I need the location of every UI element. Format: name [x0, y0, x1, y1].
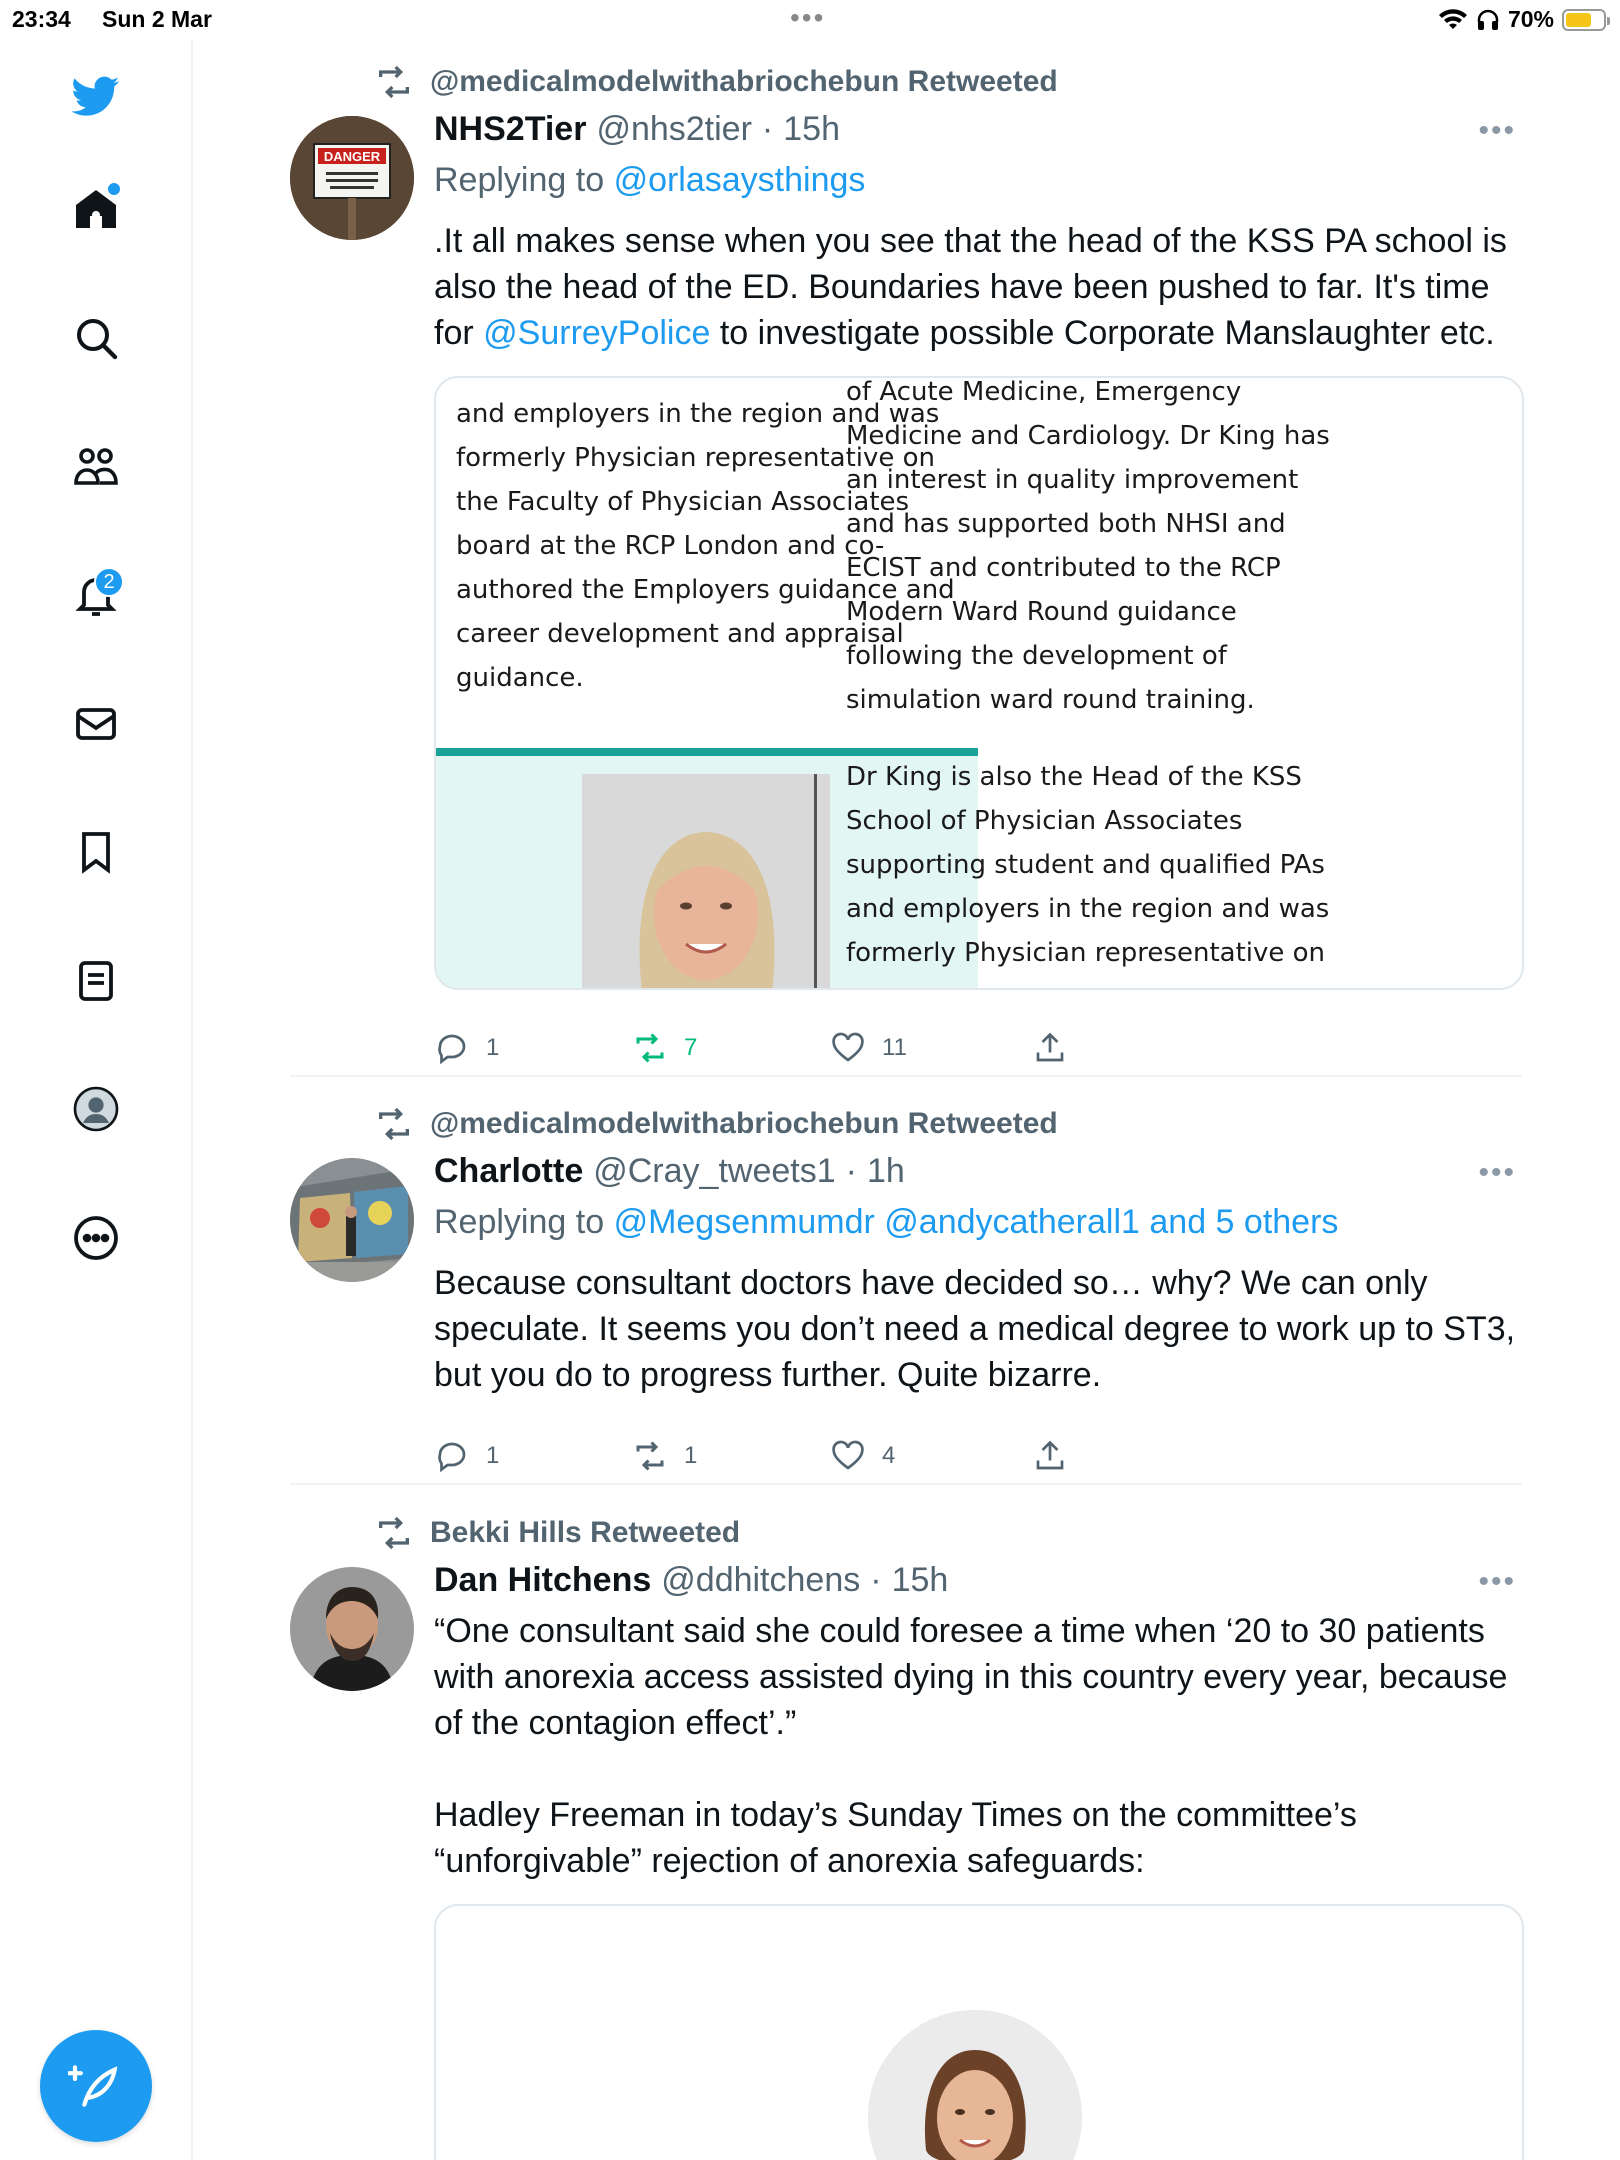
compose-tweet-button[interactable] — [40, 2030, 152, 2142]
replying-to — [434, 161, 865, 200]
tweet-text: Because consultant doctors have decided so… why? We can only speculate. It seems you don’t need a medical degree to work up to ST3, but you do to progress further. Quite bizarre. — [434, 1264, 1516, 1394]
compose-feather-icon — [68, 2058, 124, 2114]
author-photo — [868, 2010, 1082, 2160]
headphones-icon — [1476, 8, 1500, 32]
tweet-divider — [290, 1483, 1522, 1485]
replying-prefix: Replying to — [434, 1203, 605, 1241]
media-text-right — [846, 376, 1506, 975]
separator: · — [761, 110, 774, 148]
paragraph-gap — [434, 1746, 1524, 1792]
home-icon[interactable] — [66, 179, 126, 239]
tweet-text — [434, 218, 1524, 356]
notifications-icon[interactable] — [66, 565, 126, 625]
like-count: 4 — [882, 1442, 896, 1469]
sidebar — [0, 40, 193, 2160]
media-line: Dr King is also the Head of the KSS — [846, 762, 1302, 792]
display-name[interactable]: NHS2Tier — [434, 110, 587, 148]
tweet-header — [434, 1561, 948, 1600]
media-paragraph-gap — [846, 722, 1506, 755]
retweet-icon — [632, 1030, 668, 1066]
home-unread-dot — [108, 183, 120, 195]
media-line: career development and appraisal — [456, 619, 904, 649]
share-button[interactable] — [1032, 1438, 1068, 1474]
tweet-text-part: to investigate possible Corporate Manslaughter etc. — [719, 314, 1495, 352]
messages-icon[interactable] — [66, 694, 126, 754]
battery-percent: 70% — [1507, 6, 1554, 32]
reply-button[interactable] — [434, 1030, 499, 1066]
mention-link[interactable]: @SurreyPolice — [483, 314, 711, 352]
avatar[interactable] — [290, 1158, 414, 1282]
multitasking-dots-icon[interactable]: ••• — [790, 2, 826, 33]
replying-to-link[interactable]: @orlasaysthings — [613, 161, 866, 199]
retweeted-by-label: Bekki Hills Retweeted — [430, 1516, 741, 1549]
media-line: supporting student and qualified PAs — [846, 850, 1325, 880]
reply-count: 1 — [486, 1034, 500, 1061]
timestamp[interactable]: 15h — [783, 110, 840, 148]
retweet-icon — [374, 62, 414, 102]
avatar[interactable] — [290, 1567, 414, 1691]
retweeted-by-label: @medicalmodelwithabriochebun Retweeted — [430, 65, 1058, 98]
like-button[interactable] — [830, 1030, 907, 1066]
media-line: formerly Physician representative on — [456, 443, 936, 473]
profile-avatar-icon[interactable] — [66, 1079, 126, 1139]
retweet-button[interactable] — [632, 1438, 697, 1474]
reply-button[interactable] — [434, 1438, 499, 1474]
user-handle[interactable]: @Cray_tweets1 — [593, 1152, 836, 1190]
tweet-header — [434, 110, 840, 149]
search-icon[interactable] — [66, 308, 126, 368]
media-line: and employers in the region and was — [846, 894, 1330, 924]
tweet-paragraph: “One consultant said she could foresee a time when ‘20 to 30 patients with anorexia access assisted dying in this country every year, because of the contagion effect’.” — [434, 1612, 1508, 1742]
bookmarks-icon[interactable] — [66, 822, 126, 882]
heart-icon — [830, 1030, 866, 1066]
retweet-context — [374, 62, 1058, 102]
timestamp[interactable]: 1h — [866, 1152, 905, 1190]
media-line: simulation ward round training. — [846, 685, 1255, 715]
retweet-context — [374, 1104, 1058, 1144]
tweet-paragraph: Hadley Freeman in today’s Sunday Times on the committee’s “unforgivable” rejection of anorexia safeguards: — [434, 1796, 1357, 1880]
media-line: Modern Ward Round guidance — [846, 597, 1237, 627]
lists-icon[interactable] — [66, 951, 126, 1011]
reply-icon — [434, 1438, 470, 1474]
retweet-icon — [374, 1104, 414, 1144]
tweet-more-icon[interactable]: ••• — [1478, 114, 1516, 147]
heart-icon — [830, 1438, 866, 1474]
media-line: following the development of — [846, 641, 1227, 671]
tweet-media-image[interactable] — [434, 376, 1524, 990]
status-indicators — [1438, 6, 1606, 33]
media-line: the Faculty of Physician Associates — [456, 487, 910, 517]
media-line: ECIST and contributed to the RCP — [846, 553, 1281, 583]
clock: 23:34 — [12, 6, 71, 32]
retweet-count: 1 — [684, 1442, 698, 1469]
more-options-icon[interactable] — [66, 1208, 126, 1268]
user-handle[interactable]: @ddhitchens — [661, 1561, 861, 1599]
share-icon — [1032, 1030, 1068, 1066]
link-card[interactable] — [434, 1904, 1524, 2160]
separator: · — [845, 1152, 857, 1190]
share-button[interactable] — [1032, 1030, 1068, 1066]
date: Sun 2 Mar — [102, 6, 212, 32]
replying-prefix: Replying to — [434, 161, 605, 199]
tweet-text — [434, 1608, 1524, 1884]
wifi-icon — [1438, 8, 1468, 32]
twitter-logo-icon[interactable] — [66, 66, 126, 126]
media-line: Medicine and Cardiology. Dr King has — [846, 421, 1330, 451]
avatar[interactable] — [290, 116, 414, 240]
replying-to — [434, 1203, 1338, 1242]
status-bar — [0, 0, 1620, 40]
retweet-button[interactable] — [632, 1030, 697, 1066]
timestamp[interactable]: 15h — [891, 1561, 949, 1599]
communities-icon[interactable] — [66, 437, 126, 497]
media-line: board at the RCP London and co- — [456, 531, 885, 561]
portrait-photo — [582, 774, 830, 990]
tweet-header — [434, 1152, 905, 1191]
tweet-text-part: .It all makes sense when you see that the head of the KSS PA school is also the head of the ED. Boundaries have been pushed to far. It's time for — [434, 222, 1507, 352]
media-line: and employers in the region and was — [456, 399, 940, 429]
retweet-context — [374, 1513, 740, 1553]
notifications-badge: 2 — [94, 567, 124, 597]
like-button[interactable] — [830, 1438, 895, 1474]
media-line: an interest in quality improvement — [846, 465, 1299, 495]
media-line: formerly Physician representative on — [846, 938, 1326, 968]
media-line: of Acute Medicine, Emergency — [846, 377, 1242, 407]
retweet-icon — [374, 1513, 414, 1553]
like-count: 11 — [882, 1034, 907, 1061]
media-line: School of Physician Associates — [846, 806, 1243, 836]
svg-text:DANGER: DANGER — [323, 149, 381, 164]
retweet-icon — [632, 1438, 668, 1474]
reply-icon — [434, 1030, 470, 1066]
display-name[interactable]: Dan Hitchens — [434, 1561, 652, 1599]
user-handle[interactable]: @nhs2tier — [596, 110, 752, 148]
reply-count: 1 — [486, 1442, 500, 1469]
retweeted-by-label: @medicalmodelwithabriochebun Retweeted — [430, 1107, 1058, 1140]
battery-icon — [1562, 9, 1606, 31]
retweet-count: 7 — [684, 1034, 698, 1061]
replying-to-link[interactable]: @Megsenmumdr @andycatherall1 and 5 others — [613, 1203, 1339, 1241]
display-name[interactable]: Charlotte — [434, 1152, 584, 1190]
tweet-more-icon[interactable]: ••• — [1478, 1156, 1516, 1189]
separator: · — [870, 1561, 882, 1599]
tweet-divider — [290, 1075, 1522, 1077]
tweet-more-icon[interactable]: ••• — [1478, 1565, 1516, 1598]
media-line: guidance. — [456, 663, 584, 693]
media-line: and has supported both NHSI and — [846, 509, 1286, 539]
media-line: authored the Employers guidance and — [456, 575, 955, 605]
share-icon — [1032, 1438, 1068, 1474]
